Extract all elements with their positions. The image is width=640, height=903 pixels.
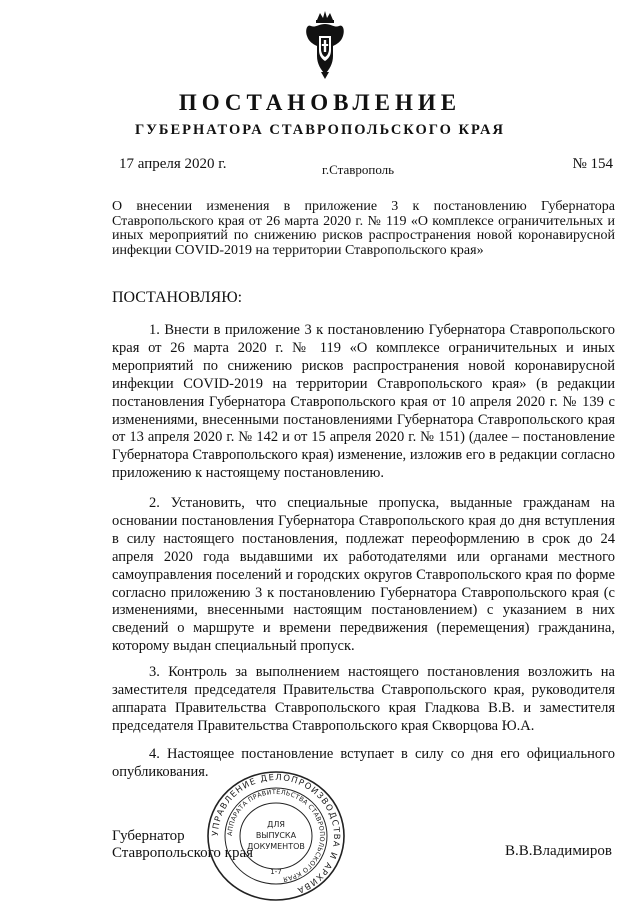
official-stamp <box>204 770 348 902</box>
document-city: г.Ставрополь <box>322 162 395 177</box>
coat-of-arms-icon <box>303 10 347 80</box>
stamp-middle-text: АППАРАТА ПРАВИТЕЛЬСТВА СТАВРОПОЛЬСКОГО КРАЯ <box>225 787 327 884</box>
stamp-center-line3: ДОКУМЕНТОВ <box>247 842 305 851</box>
issuer-title: ГУБЕРНАТОРА СТАВРОПОЛЬСКОГО КРАЯ <box>135 122 505 138</box>
paragraph-1: 1. Внести в приложение 3 к постановлению Губернатора Ставропольского края от 26 марта 2020 г. № 119 «О комплексе ограничительных и иных мероприятий по снижению рисков распространения новой коронавирусной инфекции COVID-2019 на территории Ставропольского края» (в редакции постановления Губернатора Ставропольского края от 10 апреля 2020 г. № 139 с изменениями, внесенными постановлениями Губернатора Ставропольского края от 13 апреля 2020 г. № 142 и от 15 апреля 2020 г. № 151) (далее – постановление Губернатора Ставропольского края) изменение, изложив его в редакции согласно приложению к настоящему постановлению. <box>112 322 615 482</box>
paragraph-3: 3. Контроль за выполнением настоящего постановления возложить на заместителя председателя Правительства Ставропольского края, руководителя аппарата Правительства Ставропольского края Гладкова В.В. и заместителя председателя Правительства Ставропольского края Скворцова Ю.А. <box>112 664 615 734</box>
paragraph-4: 4. Настоящее постановление вступает в силу со дня его официального опубликования. <box>112 746 615 780</box>
stamp-code: 1-7 <box>270 868 282 876</box>
document-number: № 154 <box>572 156 613 172</box>
stamp-outer-text: УПРАВЛЕНИЕ ДЕЛОПРОИЗВОДСТВА И АРХИВА <box>210 772 342 896</box>
signatory-position-line1: Губернатор <box>112 828 185 844</box>
stamp-center-line2: ВЫПУСКА <box>255 831 297 840</box>
signatory-name: В.В.Владимиров <box>505 843 612 859</box>
stamp-center-line1: ДЛЯ <box>267 820 285 829</box>
document-subject: О внесении изменения в приложение 3 к постановлению Губернатора Ставропольского края от 26 марта 2020 г. № 119 «О комплексе ограничительных и иных мероприятий по снижению рисков распространения новой коронавирусной инфекции COVID-2019 на территории Ставропольского края» <box>112 199 615 258</box>
document-date: 17 апреля 2020 г. <box>119 156 227 172</box>
paragraph-2: 2. Установить, что специальные пропуска, выданные гражданам на основании постановления Губернатора Ставропольского края до дня вступления в силу настоящего постановления, подлежат переоформлению в срок до 24 апреля 2020 года выдавшими их работодателями или органами местного самоуправления поселений и городских округов Ставропольского края по форме согласно приложению 3 к постановлению Губернатора Ставропольского края (с изменениями, внесенными настоящим постановлением) с указанием в них сведений о маршруте и времени передвижения (перемещения) гражданина, которому выдан специальный пропуск. <box>112 495 615 655</box>
signatory-position-line2: Ставропольского края <box>112 845 253 861</box>
resolve-heading: ПОСТАНОВЛЯЮ: <box>112 289 243 306</box>
document-type-title: ПОСТАНОВЛЕНИЕ <box>178 90 462 115</box>
